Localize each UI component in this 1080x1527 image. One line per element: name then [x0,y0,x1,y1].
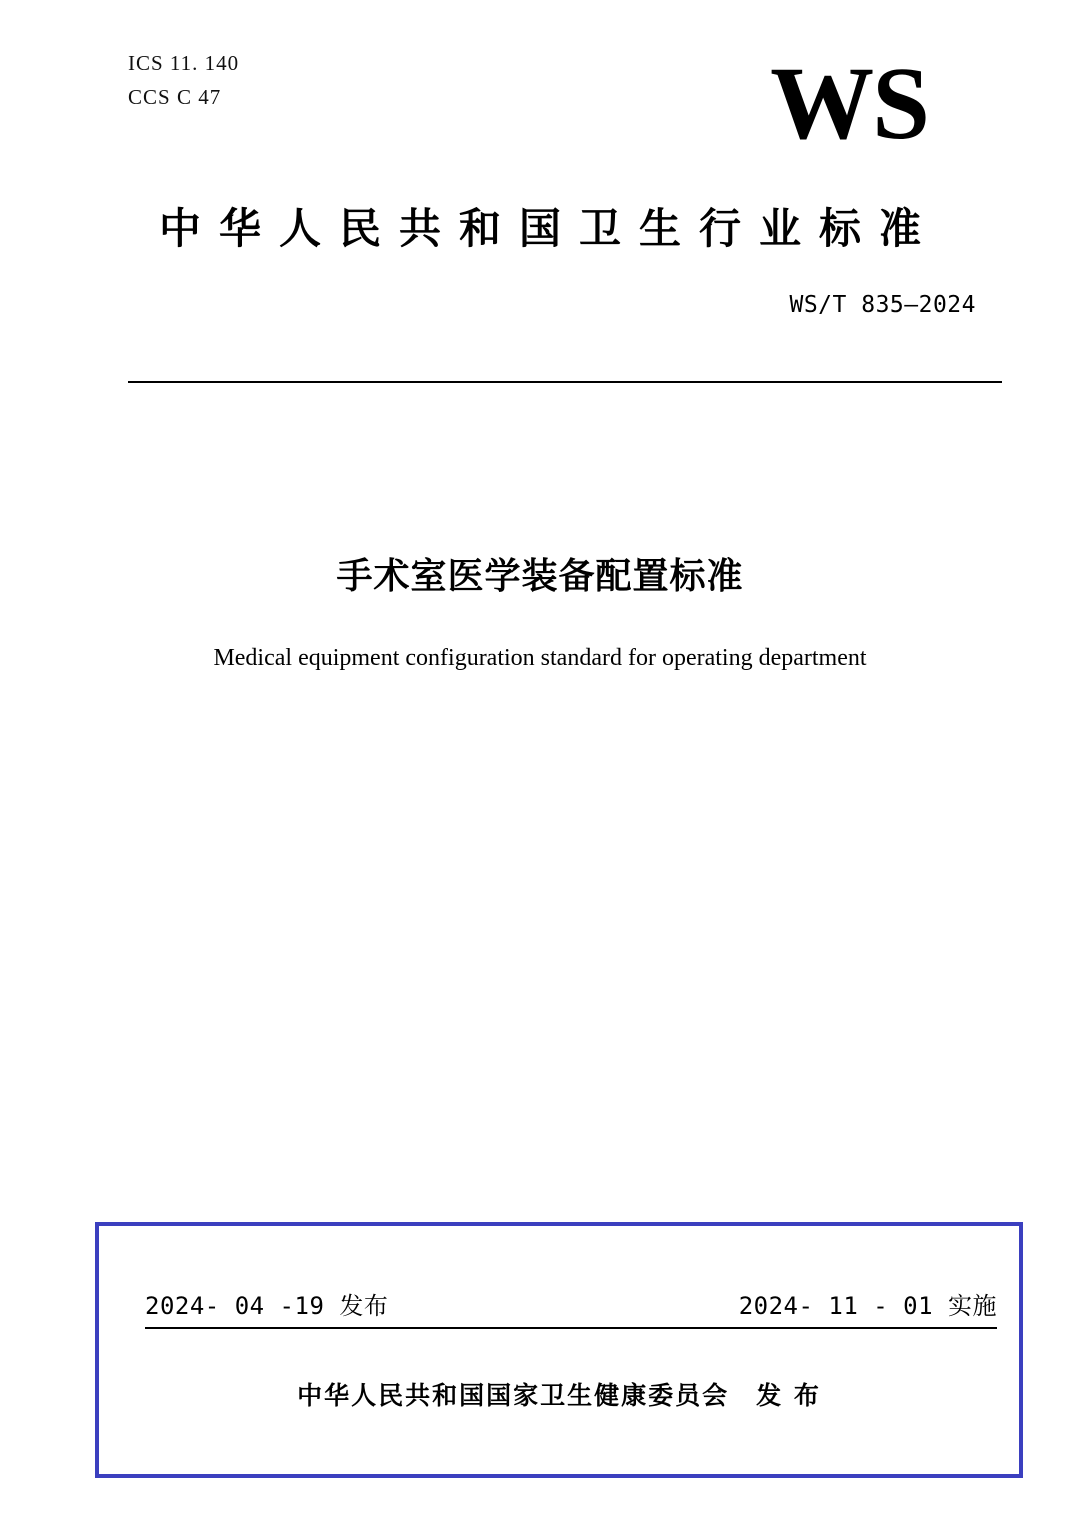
document-title-english: Medical equipment configuration standard for operating department [213,645,867,671]
effective-date: 2024- 11 - 01 实施 [738,1292,997,1320]
header-divider [128,381,1002,383]
document-title-chinese: 手术室医学装备配置标准 [336,556,744,597]
issue-date: 2024- 04 -19 发布 [145,1292,389,1320]
classification-codes [128,46,239,114]
header-chinese-title: 中华人民共和国卫生行业标准 [158,204,939,253]
standard-number: WS/T 835—2024 [789,292,976,318]
ws-logo: WS [770,46,928,161]
ics-code: ICS 11. 140 [128,51,240,75]
publication-dates-row [145,1286,997,1329]
publisher-name: 中华人民共和国国家卫生健康委员会 发 布 [297,1381,821,1410]
ccs-code: CCS C 47 [128,85,222,109]
publication-info-box [95,1222,1023,1478]
